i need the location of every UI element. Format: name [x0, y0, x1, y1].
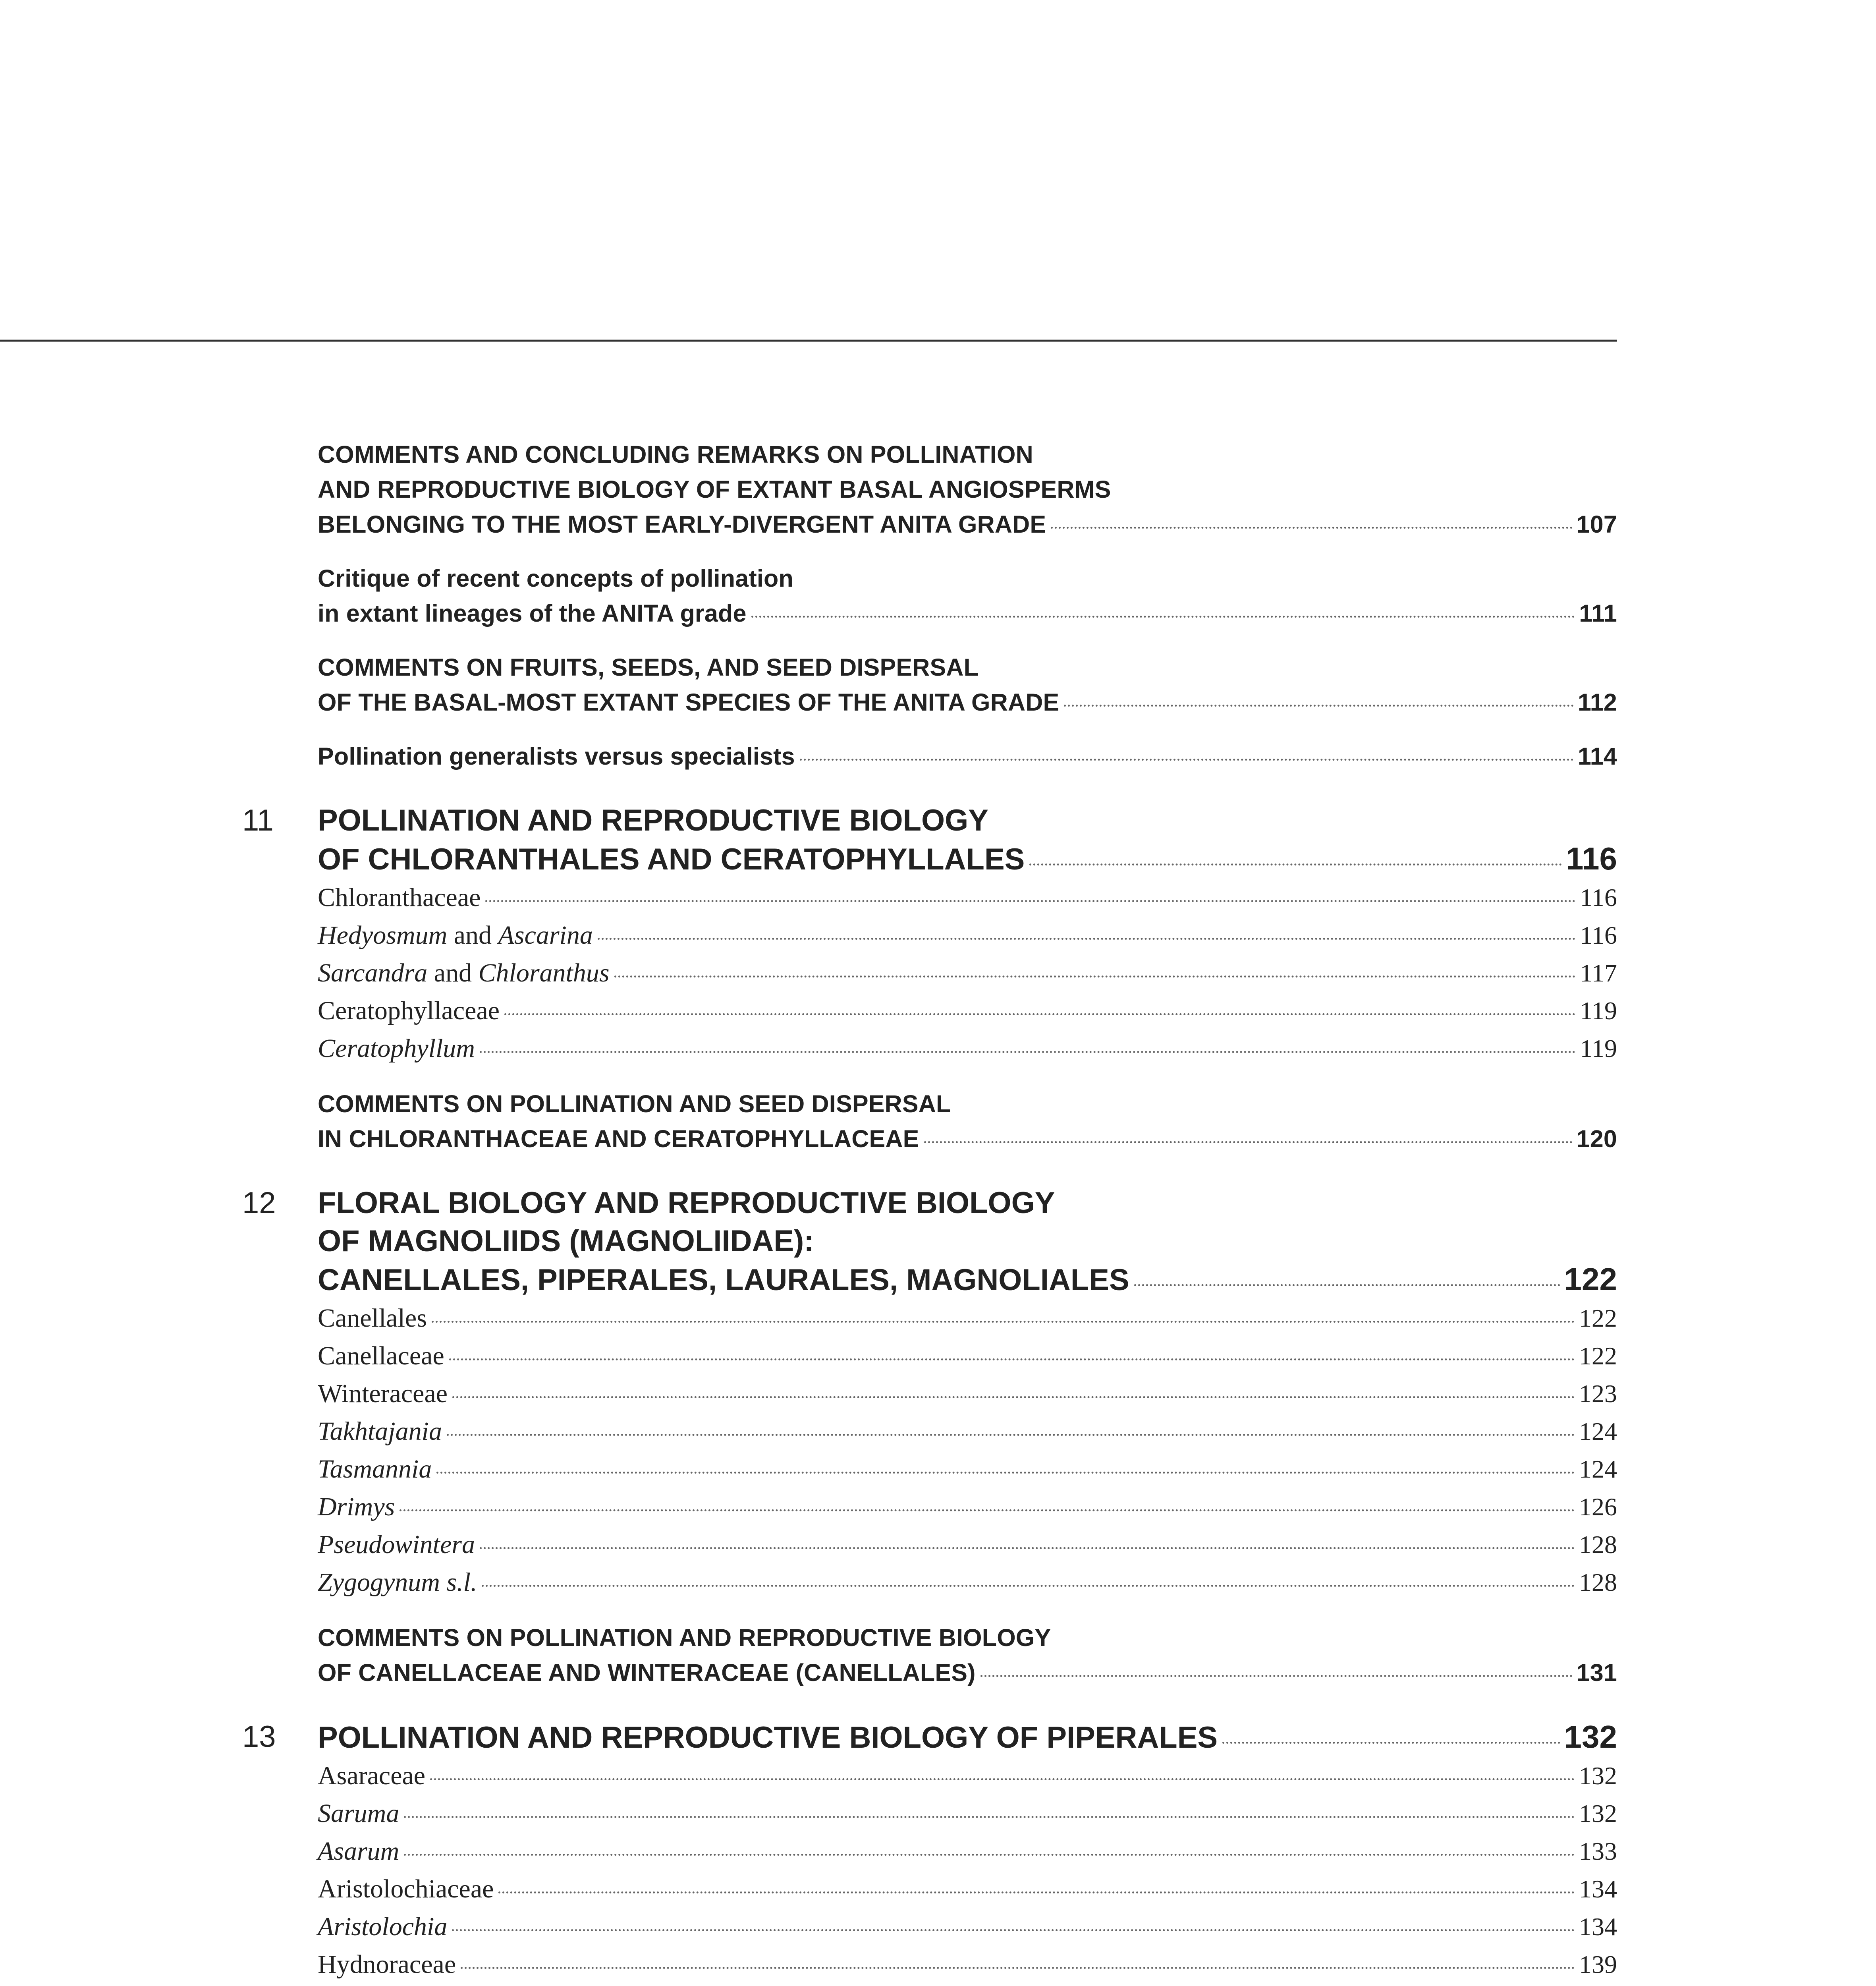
- genus-name: Sarcandra: [318, 958, 428, 987]
- toc-leader-line: [318, 1563, 1617, 1601]
- page-ref: 132: [1579, 1762, 1617, 1790]
- toc-leader-line: [318, 1488, 1617, 1526]
- toc-entry-label: Tasmannia: [318, 1455, 432, 1484]
- toc-section-critique[interactable]: [318, 561, 1617, 631]
- toc-leader-line: [318, 840, 1617, 879]
- chapter-number: 11: [242, 804, 274, 837]
- page-ref: 134: [1579, 1875, 1617, 1903]
- toc-entry[interactable]: [318, 1526, 1617, 1563]
- page-ref: 132: [1579, 1799, 1617, 1828]
- toc-leader-line: [318, 1299, 1617, 1337]
- toc-leader-line: [318, 1757, 1617, 1795]
- toc-entry[interactable]: [318, 1832, 1617, 1870]
- top-rule: [0, 340, 1617, 342]
- dot-leader: [1134, 1284, 1560, 1286]
- page-ref: 116: [1580, 921, 1617, 949]
- toc-section-ch12-comments[interactable]: [318, 1620, 1617, 1690]
- toc-leader-line: [318, 1945, 1617, 1983]
- chapter-number: 13: [242, 1720, 276, 1754]
- dot-leader: [432, 1321, 1575, 1323]
- toc-line: FLORAL BIOLOGY AND REPRODUCTIVE BIOLOGY: [318, 1186, 1055, 1220]
- toc-entry[interactable]: [318, 1563, 1617, 1601]
- toc-leader-line: [318, 507, 1617, 542]
- toc-line: OF CHLORANTHALES AND CERATOPHYLLALES: [318, 842, 1025, 876]
- dot-leader: [614, 976, 1576, 978]
- page-ref: 112: [1577, 689, 1617, 716]
- page-ref: 114: [1577, 743, 1617, 770]
- toc-leader-line: [318, 1375, 1617, 1412]
- toc-entry-label: Ceratophyllum: [318, 1034, 475, 1063]
- dot-leader: [924, 1141, 1573, 1143]
- dot-leader: [452, 1929, 1575, 1931]
- dot-leader: [1029, 864, 1562, 865]
- toc-leader-line: [318, 916, 1617, 954]
- dot-leader: [1064, 705, 1574, 707]
- page-ref: 139: [1579, 1950, 1617, 1978]
- toc-entry-label: Zygogynum s.l.: [318, 1568, 477, 1597]
- page-ref: 119: [1580, 1034, 1617, 1063]
- toc-entry-label: [318, 954, 610, 992]
- toc-leader-line: [318, 1121, 1617, 1156]
- page-ref: 132: [1564, 1719, 1617, 1754]
- dot-leader: [498, 1891, 1575, 1893]
- toc-entry[interactable]: [318, 879, 1617, 916]
- toc-line: in extant lineages of the ANITA grade: [318, 600, 747, 627]
- toc-line: Critique of recent concepts of pollination: [318, 565, 793, 592]
- toc-leader-line: [318, 1718, 1617, 1757]
- toc-line: BELONGING TO THE MOST EARLY-DIVERGENT ANITA GRADE: [318, 511, 1046, 538]
- page-ref: 116: [1580, 883, 1617, 912]
- page-ref: 122: [1579, 1342, 1617, 1370]
- toc-line: OF THE BASAL-MOST EXTANT SPECIES OF THE ANITA GRADE: [318, 689, 1060, 716]
- page-ref: 133: [1579, 1837, 1617, 1865]
- page-ref: 116: [1565, 841, 1617, 876]
- toc-leader-line: [318, 596, 1617, 631]
- page-ref: 123: [1579, 1379, 1617, 1408]
- toc-leader-line: [318, 685, 1617, 720]
- toc-entry-label: Drimys: [318, 1492, 395, 1521]
- dot-leader: [1222, 1742, 1560, 1744]
- dot-leader: [436, 1472, 1575, 1474]
- toc-leader-line: [318, 1795, 1617, 1832]
- page-ref: 126: [1579, 1493, 1617, 1521]
- toc-leader-line: [318, 1526, 1617, 1563]
- dot-leader: [1051, 527, 1572, 529]
- toc-entry[interactable]: [318, 954, 1617, 992]
- page-ref: 107: [1576, 511, 1617, 538]
- toc-entry[interactable]: [318, 1412, 1617, 1450]
- toc-leader-line: [318, 739, 1617, 774]
- dot-leader: [751, 616, 1575, 618]
- dot-leader: [449, 1358, 1575, 1360]
- page-ref: 117: [1580, 959, 1617, 987]
- toc-entry[interactable]: [318, 1795, 1617, 1832]
- toc-entry-label: [318, 1983, 411, 1986]
- toc-entry[interactable]: [318, 1299, 1617, 1337]
- toc-leader-line: [318, 879, 1617, 916]
- dot-leader: [504, 1013, 1576, 1015]
- dot-leader: [430, 1778, 1575, 1780]
- toc-leader-line: [318, 1412, 1617, 1450]
- toc-entry-label: Asarum: [318, 1837, 400, 1866]
- page-ref: 131: [1576, 1659, 1617, 1686]
- genus-name: Chloranthus: [478, 958, 610, 987]
- toc-line: COMMENTS AND CONCLUDING REMARKS ON POLLINATION: [318, 441, 1033, 468]
- toc-entry[interactable]: [318, 1908, 1617, 1945]
- toc-leader-line: [318, 1908, 1617, 1945]
- dot-leader: [404, 1816, 1575, 1818]
- toc-leader-line: [318, 1655, 1617, 1690]
- toc-entry-label: Aristolochiaceae: [318, 1874, 494, 1903]
- toc-chapter-13[interactable]: [242, 1718, 1617, 1757]
- page-ref: 122: [1564, 1262, 1617, 1297]
- dot-leader: [447, 1434, 1575, 1436]
- genus-name: Hedyosmum: [318, 921, 448, 950]
- toc-leader-line: [318, 1030, 1617, 1067]
- dot-leader: [404, 1854, 1575, 1856]
- toc-leader-line: [318, 992, 1617, 1030]
- toc-entry-label: Ceratophyllaceae: [318, 996, 500, 1025]
- page-ref: 120: [1576, 1125, 1617, 1152]
- page-ref: 124: [1579, 1417, 1617, 1445]
- page-ref: 122: [1579, 1304, 1617, 1332]
- toc-line: CANELLALES, PIPERALES, LAURALES, MAGNOLIALES: [318, 1263, 1129, 1297]
- page-ref: [1579, 1983, 1617, 1986]
- dot-leader: [980, 1675, 1573, 1677]
- toc-entry-label: Takhtajania: [318, 1417, 442, 1446]
- dot-leader: [461, 1967, 1575, 1969]
- page-ref: 119: [1580, 997, 1617, 1025]
- toc-leader-line: [318, 1260, 1617, 1299]
- genus-name: Ascarina: [498, 921, 593, 950]
- toc-leader-line: [318, 1832, 1617, 1870]
- page-ref: 111: [1579, 600, 1617, 627]
- toc-line: COMMENTS ON POLLINATION AND REPRODUCTIVE BIOLOGY: [318, 1624, 1051, 1651]
- toc-section-concluding-remarks[interactable]: [318, 437, 1617, 542]
- toc-line: OF MAGNOLIIDS (MAGNOLIIDAE):: [318, 1224, 814, 1258]
- toc-entry[interactable]: [318, 1945, 1617, 1983]
- chapter-number: 12: [242, 1186, 276, 1220]
- toc-entry-label: Winteraceae: [318, 1379, 448, 1408]
- toc-entry[interactable]: [318, 1450, 1617, 1488]
- toc-entry[interactable]: [318, 1337, 1617, 1375]
- page-ref: 134: [1579, 1913, 1617, 1941]
- dot-leader: [482, 1585, 1575, 1587]
- dot-leader: [800, 759, 1574, 761]
- toc-entry-label: Hydnoraceae: [318, 1950, 456, 1979]
- toc-entry[interactable]: [318, 1488, 1617, 1526]
- table-of-contents: [242, 437, 1617, 1986]
- toc-entry[interactable]: [318, 1983, 1617, 1986]
- toc-leader-line: [318, 954, 1617, 992]
- toc-section-generalists[interactable]: [318, 739, 1617, 774]
- dot-leader: [480, 1051, 1576, 1053]
- page-ref: 124: [1579, 1455, 1617, 1483]
- toc-line: COMMENTS ON FRUITS, SEEDS, AND SEED DISPERSAL: [318, 654, 979, 681]
- toc-leader-line: [318, 1870, 1617, 1908]
- dot-leader: [452, 1396, 1575, 1398]
- toc-entry[interactable]: [318, 1030, 1617, 1067]
- toc-entry-label: Pseudowintera: [318, 1530, 475, 1559]
- toc-chapter-12[interactable]: [242, 1184, 1617, 1299]
- toc-entry[interactable]: [318, 1375, 1617, 1412]
- toc-leader-line: [318, 1337, 1617, 1375]
- toc-section-fruits-seeds[interactable]: [318, 650, 1617, 720]
- toc-entry-label: Chloranthaceae: [318, 883, 481, 912]
- toc-leader-line: [318, 1450, 1617, 1488]
- page-ref: 128: [1579, 1530, 1617, 1559]
- toc-entry-label: Asaraceae: [318, 1761, 426, 1790]
- toc-leader-line: [318, 1983, 1617, 1986]
- toc-entry-label: Aristolochia: [318, 1912, 448, 1941]
- dot-leader: [598, 938, 1576, 940]
- page-ref: 128: [1579, 1568, 1617, 1596]
- toc-line: POLLINATION AND REPRODUCTIVE BIOLOGY: [318, 804, 988, 837]
- dot-leader: [480, 1547, 1575, 1549]
- toc-entry-label: Saruma: [318, 1799, 400, 1828]
- dot-leader: [485, 900, 1576, 902]
- toc-line: OF CANELLACEAE AND WINTERACEAE (CANELLALES): [318, 1659, 976, 1686]
- toc-chapter-11[interactable]: [242, 802, 1617, 879]
- toc-entry[interactable]: [318, 1757, 1617, 1795]
- dot-leader: [400, 1509, 1575, 1511]
- toc-entry[interactable]: [318, 1870, 1617, 1908]
- toc-line: IN CHLORANTHACEAE AND CERATOPHYLLACEAE: [318, 1125, 919, 1152]
- toc-line: COMMENTS ON POLLINATION AND SEED DISPERSAL: [318, 1090, 951, 1117]
- toc-line: AND REPRODUCTIVE BIOLOGY OF EXTANT BASAL ANGIOSPERMS: [318, 476, 1111, 503]
- toc-entry[interactable]: [318, 992, 1617, 1030]
- toc-entry-label: [318, 916, 593, 954]
- toc-entry-label: Canellaceae: [318, 1341, 444, 1370]
- toc-entry-label: Canellales: [318, 1304, 427, 1333]
- conjunction: and: [427, 958, 479, 987]
- conjunction: and: [447, 921, 498, 950]
- toc-entry[interactable]: [318, 916, 1617, 954]
- toc-section-ch11-comments[interactable]: [318, 1086, 1617, 1156]
- toc-line: Pollination generalists versus specialists: [318, 743, 795, 770]
- toc-line: POLLINATION AND REPRODUCTIVE BIOLOGY OF PIPERALES: [318, 1721, 1218, 1754]
